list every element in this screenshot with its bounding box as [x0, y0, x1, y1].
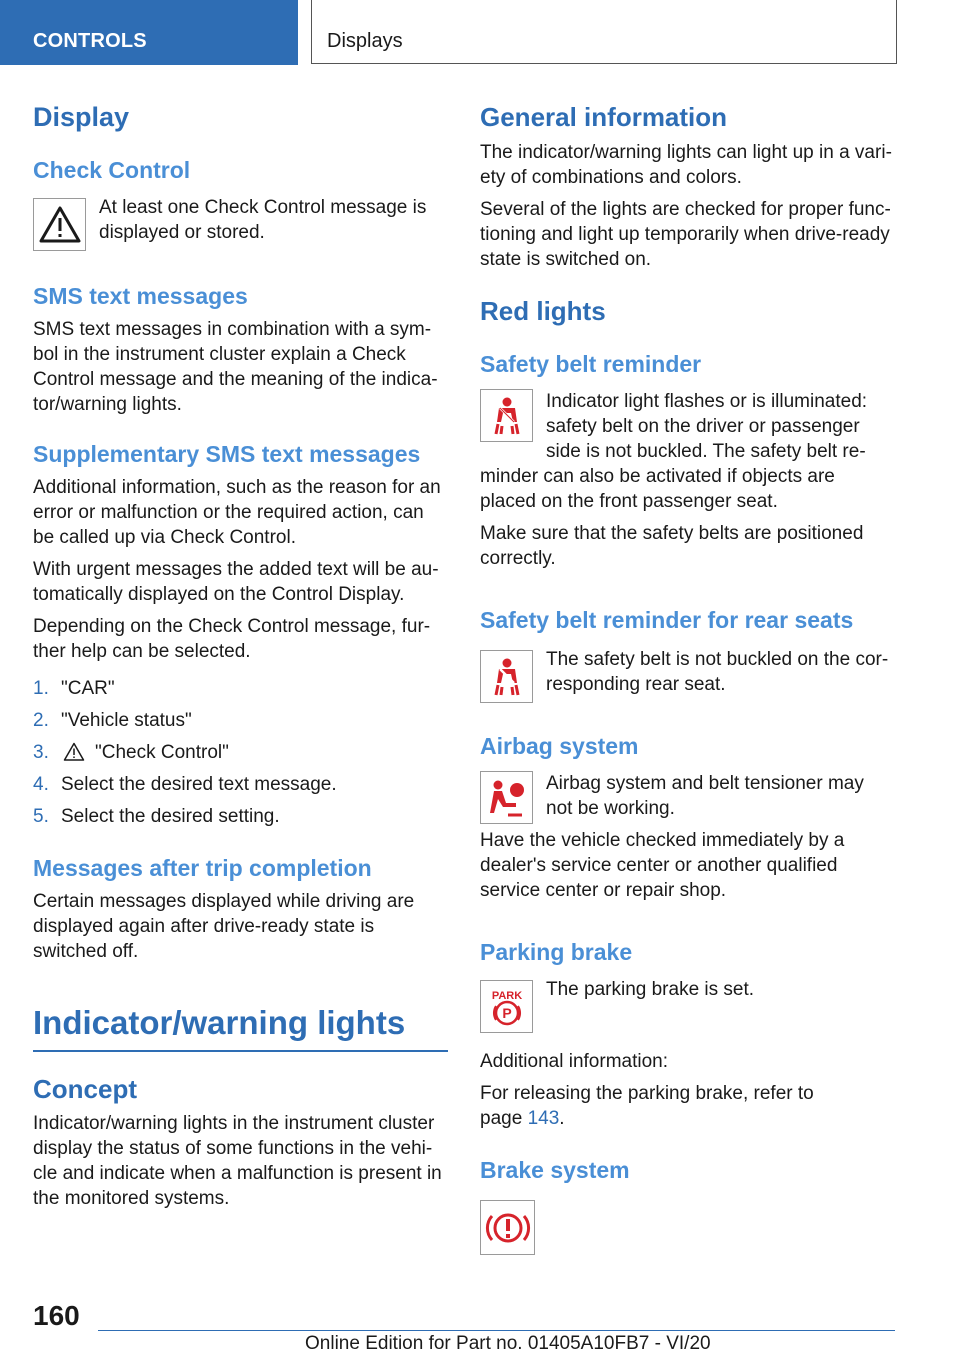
- airbag-block: [480, 771, 895, 903]
- svg-text:P: P: [501, 1004, 512, 1021]
- supplementary-p2: With urgent messages the added text will be automatically displayed on the Control Display.: [33, 559, 439, 605]
- check-control-icon-box: [33, 198, 86, 251]
- belt-p2: Make sure that the safety belts are positioned correctly.: [480, 523, 864, 569]
- sms-text: SMS text messages in combination with a symbol in the instrument cluster explain a Check Control message and the meaning of the indicator/warning lights.: [33, 319, 438, 415]
- general-p2: Several of the lights are checked for proper functioning and light up temporarily when drive-ready state is switched on.: [480, 199, 891, 270]
- page-number: 160: [33, 1300, 80, 1331]
- concept-title: Concept: [33, 1074, 137, 1104]
- rear-seatbelt-icon: [487, 657, 527, 697]
- header-chapter: Displays: [327, 30, 403, 52]
- page-link[interactable]: 143: [527, 1108, 560, 1129]
- belt-text: Indicator light flashes or is illuminated: safety belt on the driver or passenger side is not buckled. The safety belt reminder can also be activated if objects are placed on the front passenger seat.: [480, 391, 868, 512]
- belt-icon-box: [480, 389, 533, 442]
- parking-icon-label: PARK: [491, 989, 522, 1002]
- after-trip-text: Certain messages displayed while driving are displayed again after drive-ready state is switched off.: [33, 891, 415, 962]
- indicator-section-title: Indicator/warning lights: [33, 1004, 448, 1052]
- header-section-tab: [0, 0, 298, 65]
- airbag-icon-box: [480, 771, 533, 824]
- brake-warning-icon: [485, 1208, 531, 1248]
- belt-rear-icon-box: [480, 650, 533, 703]
- parking-text: The parking brake is set.: [546, 979, 755, 1000]
- list-item: 4. Select the desired text message.: [33, 774, 337, 795]
- supplementary-p1: Additional information, such as the reason for an error or malfunction or the required action, can be called up via Check Control.: [33, 477, 441, 548]
- list-item: 5. Select the desired setting.: [33, 806, 280, 827]
- check-control-text: At least one Check Control message is displayed or stored.: [99, 197, 427, 243]
- parking-brake-icon: [487, 987, 527, 1027]
- after-trip-title: Messages after trip completion: [33, 855, 372, 881]
- parking-block: [480, 980, 895, 1033]
- left-column: [33, 100, 448, 1211]
- parking-p3: For releasing the parking brake, refer to page 143.: [480, 1083, 814, 1129]
- belt-rear-block: [480, 650, 895, 703]
- warning-triangle-icon: [38, 205, 82, 245]
- belt-title: Safety belt reminder: [480, 351, 702, 377]
- red-lights-title: Red lights: [480, 296, 606, 326]
- supplementary-p3: Depending on the Check Control message, further help can be selected.: [33, 616, 431, 662]
- brake-icon-box: [480, 1200, 535, 1255]
- steps-list: [33, 676, 448, 829]
- parking-icon-box: [480, 980, 533, 1033]
- display-title: Display: [33, 102, 130, 132]
- airbag-icon: [486, 777, 528, 819]
- airbag-text2: Have the vehicle checked immediately by a dealer's service center or another qualified service center or repair shop.: [480, 830, 845, 901]
- check-control-block: [33, 198, 448, 251]
- check-control-title: Check Control: [33, 157, 191, 183]
- list-item: 2. "Vehicle status": [33, 710, 192, 731]
- airbag-text1: Airbag system and belt tensioner may not be working.: [546, 773, 864, 819]
- parking-title: Parking brake: [480, 939, 633, 965]
- right-column: [480, 100, 895, 1255]
- seatbelt-icon: [487, 396, 527, 436]
- warning-triangle-icon: [63, 742, 85, 762]
- general-title: General information: [480, 102, 728, 132]
- brake-title: Brake system: [480, 1157, 630, 1183]
- general-p1: The indicator/warning lights can light up in a variety of combinations and colors.: [480, 142, 892, 188]
- brake-block: [480, 1200, 895, 1255]
- footer-edition: Online Edition for Part no. 01405A10FB7 - VI/20: [305, 1333, 711, 1354]
- parking-p2: Additional information:: [480, 1051, 668, 1072]
- header-chapter-box: [311, 0, 897, 64]
- header-section: CONTROLS: [33, 30, 147, 52]
- list-item: 3. "Check Control": [33, 742, 229, 763]
- airbag-title: Airbag system: [480, 733, 639, 759]
- supplementary-title: Supplementary SMS text messages: [33, 441, 421, 467]
- list-item: 1. "CAR": [33, 678, 115, 699]
- concept-text: Indicator/warning lights in the instrument cluster display the status of some functions in the vehicle and indicate when a malfunction is present in the monitored systems.: [33, 1113, 442, 1209]
- belt-rear-title: Safety belt reminder for rear seats: [480, 607, 854, 633]
- sms-title: SMS text messages: [33, 283, 248, 309]
- belt-rear-text: The safety belt is not buckled on the corresponding rear seat.: [546, 649, 889, 695]
- footer-divider: [98, 1330, 895, 1331]
- belt-block: [480, 389, 895, 514]
